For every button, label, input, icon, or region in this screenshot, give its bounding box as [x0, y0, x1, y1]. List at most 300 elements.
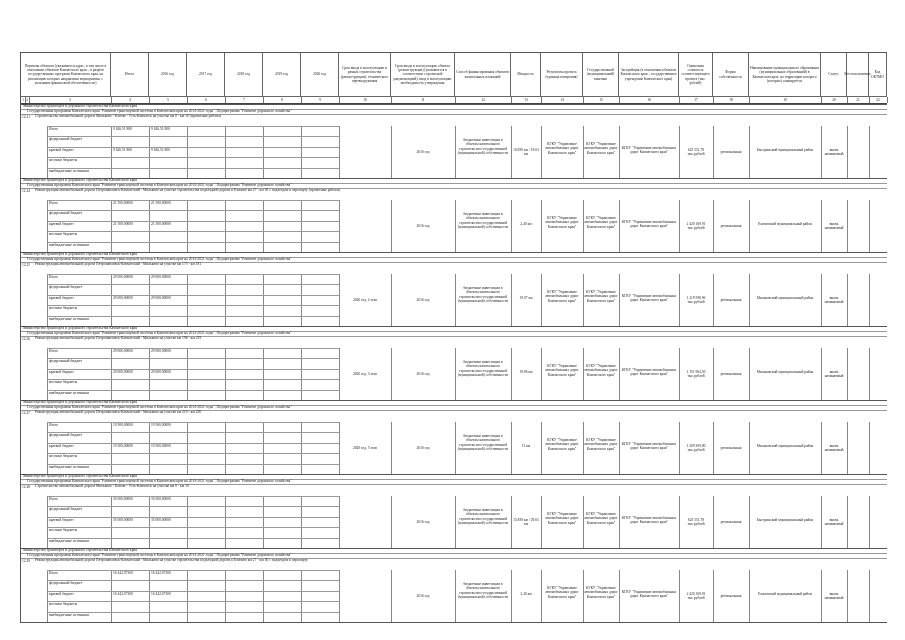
row-regional-value: 19 500,00000	[113, 443, 133, 448]
municipality-cell: Елизовский муниципальный район	[758, 222, 812, 226]
form-cell: региональная	[720, 520, 742, 524]
method-cell: бюджетные инвестиции в объекты капитального строительства государственной (муниципальной) собственности	[457, 138, 509, 155]
row-extra-label: внебюджетные источники	[49, 464, 89, 469]
grid-column	[263, 126, 264, 178]
row-total-label: Итого	[49, 571, 59, 575]
capacity-cell: 2,40 км	[520, 592, 532, 596]
method-cell: бюджетные инвестиции в объекты капитального строительства государственной (муниципальной) собственности	[457, 434, 509, 451]
grid-column	[339, 200, 340, 252]
grid-column	[619, 348, 620, 400]
grid-column	[869, 274, 870, 326]
program-title: Государственная программа Камчатского края "Развитие транспортной системы в Камчатском крае на 2014-2021 годы", Подпрограмма "Развитие дорожного хозяйства"	[27, 257, 292, 261]
section-divider	[21, 548, 887, 549]
object-number: 12.28	[22, 485, 31, 489]
header-form: Форма собственности	[713, 53, 749, 97]
grid-column	[455, 570, 456, 622]
customer-cell: КГКУ "Управление автомобильных дорог Камчатского края"	[584, 364, 618, 377]
start-cell: 2016 год	[416, 372, 430, 376]
row-total-2016: 16 442,07300	[151, 571, 171, 575]
cost-cell: 1 151 904,50 тыс.рублей	[686, 370, 706, 379]
row-local-label: местные бюджеты	[49, 232, 78, 237]
method-cell: бюджетные инвестиции в объекты капитального строительства государственной (муниципальной) собственности	[457, 508, 509, 525]
row-local-label: местные бюджеты	[49, 306, 78, 311]
start-cell: 2016 год	[416, 224, 430, 228]
object-title: Строительство автомобильной дороги Мильково - Ключи - Усть-Камчатск на участке км 0 - км 10	[35, 484, 189, 488]
col-num: 8	[263, 97, 302, 103]
grid-column	[749, 126, 750, 178]
row-total-label: Итого	[49, 423, 59, 427]
object-title: Реконструкция автомобильной дороги Петропавловск-Камчатский - Мильково на участке строительства подъездной дороги к Елизово км 27 - км 30 с подъездом к аэропорту (проектные работы)	[35, 188, 341, 192]
grid-column	[619, 200, 620, 252]
row-federal-label: федеральный бюджет	[49, 507, 83, 512]
grid-column	[225, 570, 226, 622]
header-capacity: Мощность	[511, 53, 541, 97]
row-local-label: местные бюджеты	[49, 602, 78, 607]
col-num: 1	[21, 97, 26, 103]
grid-column	[869, 348, 870, 400]
grid-column	[869, 422, 870, 474]
grid-column	[619, 496, 620, 548]
row-total-2016: 35 000,00000	[151, 497, 171, 501]
header-location: Местоположение	[847, 53, 869, 97]
row-local-label: местные бюджеты	[49, 528, 78, 533]
section-title: Министерство транспорта и дорожного строительства Камчатского края	[23, 400, 137, 404]
capacity-cell: 19,97 км	[519, 296, 533, 300]
row-regional-value: 21 500,00000	[113, 221, 133, 226]
row-local-label: местные бюджеты	[49, 454, 78, 459]
row-extra-label: внебюджетные источники	[49, 612, 89, 617]
row-total-label: Итого	[49, 275, 59, 279]
municipality-cell: Быстринский муниципальный район	[756, 148, 814, 152]
row-regional-label: краевой бюджет	[49, 443, 74, 448]
customer-cell: КГКУ "Управление автомобильных дорог Камчатского края"	[584, 216, 618, 229]
row-federal-label: федеральный бюджет	[49, 285, 83, 290]
row-regional-label: краевой бюджет	[49, 221, 74, 226]
section-divider	[21, 474, 887, 475]
header-2017: 2017 год	[187, 53, 225, 97]
header-customer: Государственный (муниципальный) заказчик	[583, 53, 619, 97]
grid-column	[187, 496, 188, 548]
grid-column	[149, 126, 150, 178]
capacity-cell: 15,839 км / 29,63 км	[513, 518, 539, 527]
program-title: Государственная программа Камчатского края "Развитие транспортной системы в Камчатском крае на 2014-2021 годы", Подпрограмма "Развитие дорожного хозяйства"	[27, 405, 292, 409]
column-number-row	[21, 97, 887, 104]
grid-column	[187, 274, 188, 326]
cost-cell: 1 209 309,80 тыс.рублей	[686, 444, 706, 453]
developer-cell: КГКУ "Управление автомобильных дорог Камчатского края"	[621, 368, 677, 377]
row-total-2016: 9 626,51 800	[151, 127, 170, 131]
row-federal-label: федеральный бюджет	[49, 433, 83, 438]
section-divider	[21, 104, 887, 105]
object-title: Реконструкция автомобильной дороги Петропавловск-Камчатский - Мильково на участке км 196 - км 219	[35, 336, 202, 340]
document-table	[20, 52, 887, 623]
object-number: 12.25	[22, 263, 31, 267]
grid-column	[225, 274, 226, 326]
row-total-value: 29 000,00000	[113, 349, 133, 353]
col-num: 18	[713, 97, 750, 103]
grid-column	[263, 422, 264, 474]
developer-cell: КГКУ "Управление автомобильных дорог Камчатского края"	[621, 220, 677, 229]
section-title: Министерство транспорта и дорожного строительства Камчатского края	[23, 548, 137, 552]
header-objects: Перечень объектов (указывается адрес, в том числе в отношении объектов Камчатского края – в разрезе государственных программ Камчатского края, на реализацию которых направлены мероприятия, с указанием финансовой обеспеченности)	[21, 53, 111, 97]
start-cell: 2016 год	[416, 298, 430, 302]
object-number: 12.29	[22, 559, 31, 563]
col-num: 3	[29, 97, 112, 103]
status-cell: вновь начинаемый	[824, 296, 844, 305]
result-cell: КГКУ "Управление автомобильных дорог Камчатского края"	[545, 216, 579, 229]
header-2018: 2018 год	[225, 53, 263, 97]
grid-column	[301, 126, 302, 178]
commission-cell: 2020 год, 2 этап	[352, 298, 378, 302]
status-cell: вновь начинаемый	[824, 518, 844, 527]
col-num: 2	[25, 97, 30, 103]
grid-column	[111, 348, 112, 400]
grid-column	[225, 348, 226, 400]
grid-column	[149, 200, 150, 252]
grid-column	[869, 570, 870, 622]
row-total-value: 16 442,07300	[113, 571, 133, 575]
grid-column	[619, 570, 620, 622]
grid-column	[301, 348, 302, 400]
grid-column	[619, 422, 620, 474]
col-num: 11	[391, 97, 456, 103]
grid-column	[301, 496, 302, 548]
row-total-label: Итого	[49, 127, 59, 131]
program-title: Государственная программа Камчатского края "Развитие транспортной системы в Камчатском крае на 2014-2021 годы", Подпрограмма "Развитие дорожного хозяйства"	[27, 331, 292, 335]
capacity-cell: 2,40 км	[520, 222, 532, 226]
capacity-cell: 10,839 км / 19,63 км	[513, 148, 539, 157]
header-status: Статус	[821, 53, 847, 97]
grid-column	[187, 200, 188, 252]
grid-column	[869, 200, 870, 252]
commission-cell: 2020 год, 3 этап	[352, 372, 378, 376]
cost-cell: 1 219 598,96 тыс.рублей	[686, 296, 706, 305]
grid-column	[47, 274, 48, 326]
grid-column	[847, 348, 848, 400]
result-cell: КГКУ "Управление автомобильных дорог Камчатского края"	[545, 142, 579, 155]
table-bottom	[21, 622, 887, 623]
status-cell: вновь начинаемый	[824, 444, 844, 453]
grid-column	[187, 126, 188, 178]
grid-column	[619, 274, 620, 326]
cost-cell: 2 420 169,91 тыс.рублей	[686, 592, 706, 601]
header-cost: Оценочная стоимость соответствующего проекта (тыс. рублей)	[679, 53, 713, 97]
object-number: 12.24	[22, 189, 31, 193]
grid-column	[149, 422, 150, 474]
grid-column	[263, 348, 264, 400]
row-regional-2016: 21 500,00000	[151, 221, 171, 226]
row-regional-2016: 16 442,07300	[151, 591, 171, 596]
grid-column	[301, 422, 302, 474]
col-num: 19	[749, 97, 822, 103]
grid-column	[619, 126, 620, 178]
row-extra-label: внебюджетные источники	[49, 242, 89, 247]
header-commission: Срок ввода в эксплуатацию в рамках строительства (реконструкции), технического перевооружения	[339, 53, 391, 97]
grid-column	[263, 274, 264, 326]
row-total-2016: 19 500,00000	[151, 423, 171, 427]
grid-column	[749, 496, 750, 548]
row-regional-label: краевой бюджет	[49, 369, 74, 374]
municipality-cell: Мильковский муниципальный район	[756, 370, 814, 374]
grid-column	[225, 126, 226, 178]
grid-column	[149, 348, 150, 400]
grid-column	[749, 348, 750, 400]
row-total-label: Итого	[49, 349, 59, 353]
form-cell: региональная	[720, 372, 742, 376]
grid-column	[847, 274, 848, 326]
grid-column	[455, 274, 456, 326]
cost-cell: 625 551,78 тыс.рублей	[687, 518, 705, 527]
cost-cell: 625 551,78 тыс.рублей	[687, 148, 705, 157]
col-num: 16	[619, 97, 680, 103]
status-cell: вновь начинаемый	[824, 148, 844, 157]
row-regional-label: краевой бюджет	[49, 147, 74, 152]
result-cell: КГКУ "Управление автомобильных дорог Камчатского края"	[545, 364, 579, 377]
col-num: 15	[583, 97, 620, 103]
grid-column	[339, 496, 340, 548]
header-2016: 2016 год	[149, 53, 187, 97]
developer-cell: КГКУ "Управление автомобильных дорог Камчатского края"	[621, 516, 677, 525]
col-num: 14	[541, 97, 584, 103]
section-title: Министерство транспорта и дорожного строительства Камчатского края	[23, 474, 137, 478]
grid-column	[749, 422, 750, 474]
method-cell: бюджетные инвестиции в объекты капитального строительства государственной (муниципальной) собственности	[457, 582, 509, 599]
grid-column	[111, 126, 112, 178]
grid-column	[149, 274, 150, 326]
row-regional-value: 35 000,00000	[113, 517, 133, 522]
header-start: Срок ввода в эксплуатацию объекта (реконструкции) (указывается в соответствии с проектной документацией), ввод в эксплуатацию, необходимость утверждения	[391, 53, 455, 97]
row-regional-value: 9 626,51 800	[113, 147, 132, 152]
form-cell: региональная	[720, 594, 742, 598]
row-total-label: Итого	[49, 201, 59, 205]
developer-cell: КГКУ "Управление автомобильных дорог Камчатского края"	[621, 442, 677, 451]
grid-column	[187, 422, 188, 474]
grid-column	[749, 274, 750, 326]
section-title: Министерство транспорта и дорожного строительства Камчатского края	[23, 252, 137, 256]
grid-column	[455, 422, 456, 474]
row-regional-label: краевой бюджет	[49, 591, 74, 596]
section-divider	[21, 400, 887, 401]
row-extra-label: внебюджетные источники	[49, 390, 89, 395]
form-cell: региональная	[720, 446, 742, 450]
col-num: 21	[847, 97, 870, 103]
row-federal-label: федеральный бюджет	[49, 137, 83, 142]
grid-column	[47, 570, 48, 622]
row-total-label: Итого	[49, 497, 59, 501]
section-divider	[21, 178, 887, 179]
grid-column	[47, 422, 48, 474]
status-cell: вновь начинаемый	[824, 370, 844, 379]
col-num: 6	[187, 97, 226, 103]
commission-cell: 2020 год, 5 этап	[352, 446, 378, 450]
header-municipality: Наименование муниципального образования (муниципальных образований) в Камчатском крае, на территории которого (которых) планируется	[749, 53, 821, 97]
municipality-cell: Мильковский муниципальный район	[756, 296, 814, 300]
grid-column	[301, 274, 302, 326]
capacity-cell: 19,96 км	[519, 370, 533, 374]
header-total: Итого	[111, 53, 149, 97]
grid-column	[187, 570, 188, 622]
municipality-cell: Мильковский муниципальный район	[756, 444, 814, 448]
row-local-label: местные бюджеты	[49, 158, 78, 163]
row-total-value: 9 626,51 800	[113, 127, 132, 131]
grid-column	[455, 496, 456, 548]
row-regional-2016: 29 000,00000	[151, 295, 171, 300]
grid-column	[225, 200, 226, 252]
method-cell: бюджетные инвестиции в объекты капитального строительства государственной (муниципальной) собственности	[457, 212, 509, 229]
status-cell: вновь начинаемый	[824, 592, 844, 601]
start-cell: 2016 год	[416, 150, 430, 154]
form-cell: региональная	[720, 298, 742, 302]
program-title: Государственная программа Камчатского края "Развитие транспортной системы в Камчатском крае на 2014-2021 годы", Подпрограмма "Развитие дорожного хозяйства"	[27, 479, 292, 483]
row-regional-value: 29 000,00000	[113, 295, 133, 300]
grid-column	[455, 200, 456, 252]
grid-column	[847, 200, 848, 252]
header-2019: 2019 год	[263, 53, 301, 97]
grid-column	[847, 496, 848, 548]
program-title: Государственная программа Камчатского края "Развитие транспортной системы в Камчатском крае на 2014-2021 годы", Подпрограмма "Развитие дорожного хозяйства"	[27, 109, 292, 113]
start-cell: 2016 год	[416, 520, 430, 524]
result-cell: КГКУ "Управление автомобильных дорог Камчатского края"	[545, 586, 579, 599]
header-method: Способ финансирования объектов капитальных вложений	[455, 53, 511, 97]
row-regional-2016: 9 626,51 800	[151, 147, 170, 152]
row-extra-label: внебюджетные источники	[49, 168, 89, 173]
grid-column	[263, 496, 264, 548]
section-divider	[21, 252, 887, 253]
object-number: 12.27	[22, 411, 31, 415]
program-title: Государственная программа Камчатского края "Развитие транспортной системы в Камчатском крае на 2014-2021 годы", Подпрограмма "Развитие дорожного хозяйства"	[27, 183, 292, 187]
col-num: 12	[455, 97, 512, 103]
grid-column	[455, 126, 456, 178]
object-number: 12.26	[22, 337, 31, 341]
col-num: 22	[869, 97, 888, 103]
method-cell: бюджетные инвестиции в объекты капитального строительства государственной (муниципальной) собственности	[457, 360, 509, 377]
grid-column	[225, 422, 226, 474]
header-2020: 2020 год	[301, 53, 339, 97]
grid-column	[847, 422, 848, 474]
grid-column	[339, 570, 340, 622]
grid-column	[111, 200, 112, 252]
object-title: Реконструкция автомобильной дороги Петропавловск-Камчатский - Мильково на участке строительства подъездной дороги к Елизово км 27 - км 30 с подъездом к аэропорту	[35, 558, 308, 562]
row-regional-2016: 29 000,00000	[151, 369, 171, 374]
grid-column	[111, 496, 112, 548]
row-regional-value: 29 000,00000	[113, 369, 133, 374]
grid-column	[869, 496, 870, 548]
row-total-value: 29 000,00000	[113, 275, 133, 279]
grid-column	[111, 422, 112, 474]
grid-column	[47, 496, 48, 548]
result-cell: КГКУ "Управление автомобильных дорог Камчатского края"	[545, 512, 579, 525]
col-num: 10	[339, 97, 392, 103]
row-regional-label: краевой бюджет	[49, 295, 74, 300]
object-title: Реконструкция автомобильной дороги Петропавловск-Камчатский - Мильково на участке км 175 - км 181	[35, 262, 202, 266]
municipality-cell: Быстринский муниципальный район	[756, 518, 814, 522]
grid-column	[47, 126, 48, 178]
row-federal-label: федеральный бюджет	[49, 581, 83, 586]
header-developer: Застройщик (в отношении объектов Камчатского края – государственное учреждение Камчатского края)	[619, 53, 679, 97]
row-total-value: 35 000,00000	[113, 497, 133, 501]
grid-column	[339, 126, 340, 178]
grid-column	[263, 570, 264, 622]
grid-column	[47, 200, 48, 252]
header-oktmo: Код ОКТМО	[869, 53, 887, 97]
grid-column	[301, 200, 302, 252]
row-federal-label: федеральный бюджет	[49, 211, 83, 216]
customer-cell: КГКУ "Управление автомобильных дорог Камчатского края"	[584, 142, 618, 155]
col-num: 7	[225, 97, 264, 103]
start-cell: 2016 год	[416, 446, 430, 450]
row-extra-label: внебюджетные источники	[49, 316, 89, 321]
col-num: 13	[511, 97, 542, 103]
row-total-2016: 29 000,00000	[151, 349, 171, 353]
header-result: Результаты проекта (единица измерения)	[541, 53, 583, 97]
grid-column	[847, 126, 848, 178]
grid-column	[749, 200, 750, 252]
grid-column	[111, 570, 112, 622]
object-title: Строительство автомобильной дороги Мильково - Ключи - Усть-Камчатск на участке км 0 - км 10 (проектные работы)	[35, 114, 222, 118]
grid-column	[47, 348, 48, 400]
section-divider	[21, 326, 887, 327]
form-cell: региональная	[720, 150, 742, 154]
grid-column	[263, 200, 264, 252]
developer-cell: КГКУ "Управление автомобильных дорог Камчатского края"	[621, 590, 677, 599]
customer-cell: КГКУ "Управление автомобильных дорог Камчатского края"	[584, 438, 618, 451]
col-num: 20	[821, 97, 848, 103]
grid-column	[869, 126, 870, 178]
row-total-value: 21 500,00000	[113, 201, 133, 205]
row-local-label: местные бюджеты	[49, 380, 78, 385]
grid-column	[455, 348, 456, 400]
status-cell: вновь начинаемый	[824, 222, 844, 231]
grid-column	[149, 496, 150, 548]
grid-column	[149, 570, 150, 622]
result-cell: КГКУ "Управление автомобильных дорог Камчатского края"	[545, 290, 579, 303]
developer-cell: КГКУ "Управление автомобильных дорог Камчатского края"	[621, 294, 677, 303]
grid-column	[301, 570, 302, 622]
row-regional-2016: 35 000,00000	[151, 517, 171, 522]
municipality-cell: Елизовский муниципальный район	[758, 592, 812, 596]
row-total-value: 19 500,00000	[113, 423, 133, 427]
grid-column	[847, 570, 848, 622]
grid-column	[749, 570, 750, 622]
col-num: 4	[111, 97, 150, 103]
customer-cell: КГКУ "Управление автомобильных дорог Камчатского края"	[584, 290, 618, 303]
object-number: 12.21	[22, 115, 31, 119]
object-title: Реконструкция автомобильной дороги Петропавловск-Камчатский - Мильково на участке км 219 - км 230	[35, 410, 202, 414]
capacity-cell: 13 км	[521, 444, 531, 448]
row-federal-label: федеральный бюджет	[49, 359, 83, 364]
customer-cell: КГКУ "Управление автомобильных дорог Камчатского края"	[584, 512, 618, 525]
method-cell: бюджетные инвестиции в объекты капитального строительства государственной (муниципальной) собственности	[457, 286, 509, 303]
grid-column	[187, 348, 188, 400]
col-num: 9	[301, 97, 340, 103]
result-cell: КГКУ "Управление автомобильных дорог Камчатского края"	[545, 438, 579, 451]
row-total-2016: 29 000,00000	[151, 275, 171, 279]
row-regional-label: краевой бюджет	[49, 517, 74, 522]
grid-column	[225, 496, 226, 548]
row-regional-2016: 19 500,00000	[151, 443, 171, 448]
row-regional-value: 16 442,07300	[113, 591, 133, 596]
developer-cell: КГКУ "Управление автомобильных дорог Камчатского края"	[621, 146, 677, 155]
section-title: Министерство транспорта и дорожного строительства Камчатского края	[23, 326, 137, 330]
section-title: Министерство транспорта и дорожного строительства Камчатского края	[23, 178, 137, 182]
program-title: Государственная программа Камчатского края "Развитие транспортной системы в Камчатском крае на 2014-2021 годы", Подпрограмма "Развитие дорожного хозяйства"	[27, 553, 292, 557]
row-total-2016: 21 500,00000	[151, 201, 171, 205]
cost-cell: 2 420 169,91 тыс.рублей	[686, 222, 706, 231]
form-cell: региональная	[720, 224, 742, 228]
col-num: 17	[679, 97, 714, 103]
customer-cell: КГКУ "Управление автомобильных дорог Камчатского края"	[584, 586, 618, 599]
col-num: 5	[149, 97, 188, 103]
